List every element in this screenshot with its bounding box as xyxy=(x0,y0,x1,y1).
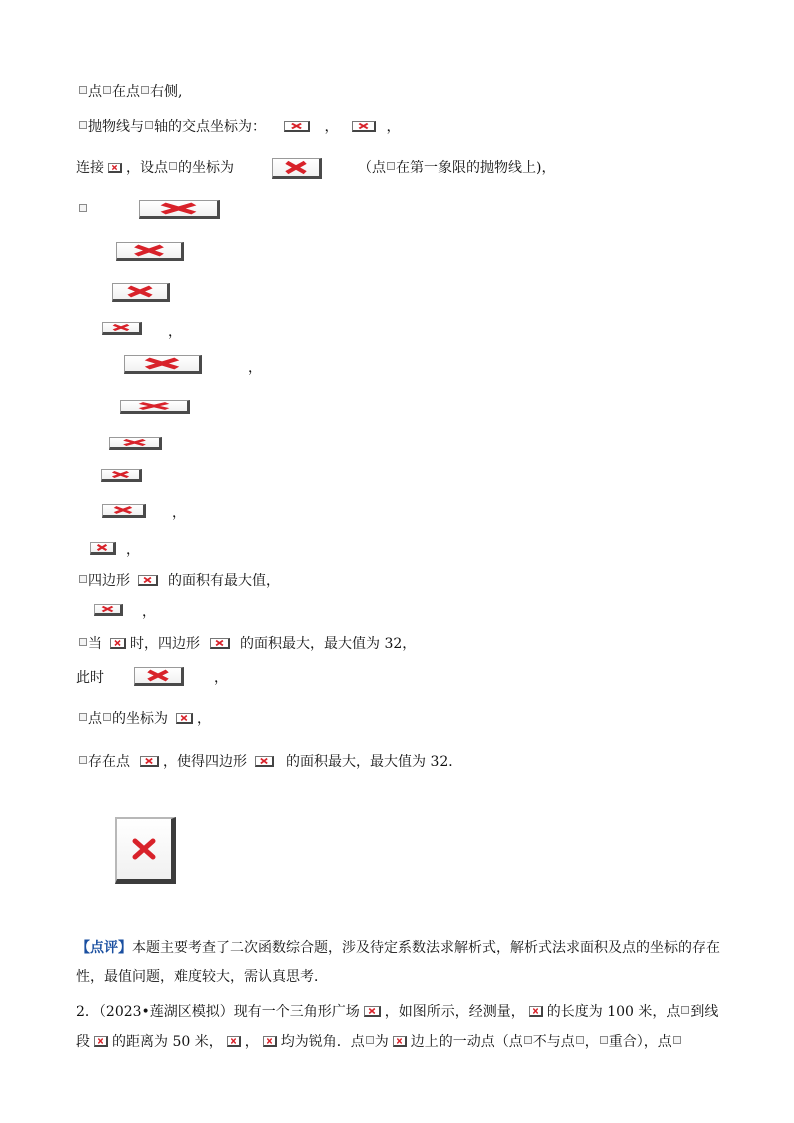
text: ， xyxy=(584,1034,599,1050)
placeholder-square-icon xyxy=(524,1036,532,1044)
line-intersection-coords xyxy=(78,117,400,137)
placeholder-square-icon xyxy=(103,713,111,721)
text: 右侧, xyxy=(150,84,183,100)
broken-image-icon xyxy=(227,1036,241,1047)
comma xyxy=(142,602,156,622)
review-text: 本题主要考查了二次函数综合题，涉及待定系数法求解析式，解析式法求面积及点的坐标的存在性，最值问题，难度较大，需认真思考． xyxy=(76,940,720,985)
text: 的面积有最大值， xyxy=(168,573,280,589)
placeholder-square-icon xyxy=(145,121,153,129)
text: 四边形 xyxy=(88,573,130,589)
text: 的坐标为 xyxy=(112,711,168,727)
text: 到线段 xyxy=(76,1004,719,1050)
text: 此时 xyxy=(76,670,104,686)
broken-image-icon xyxy=(94,604,123,616)
comma xyxy=(172,503,186,523)
broken-image-icon xyxy=(393,1036,407,1047)
text: ， xyxy=(248,360,262,376)
broken-image-icon xyxy=(263,1036,277,1047)
line-quadrilateral-max xyxy=(78,571,280,591)
text: ， xyxy=(168,324,182,340)
text: ， xyxy=(126,542,140,558)
text: ， xyxy=(172,505,186,521)
broken-image-icon xyxy=(102,504,146,518)
text: 的距离为 50 米， xyxy=(112,1034,223,1050)
broken-image-icon xyxy=(108,163,122,173)
placeholder-square-icon xyxy=(141,86,149,94)
line-therefore xyxy=(78,200,88,220)
placeholder-square-icon xyxy=(387,162,395,170)
placeholder-square-icon xyxy=(576,1036,584,1044)
broken-image-icon xyxy=(352,121,376,132)
line-first-quadrant xyxy=(358,158,555,178)
broken-image-icon xyxy=(116,242,184,261)
placeholder-square-icon xyxy=(79,86,87,94)
placeholder-square-icon xyxy=(79,121,87,129)
line-when-max xyxy=(78,634,416,654)
broken-image-icon xyxy=(124,355,202,374)
broken-image-icon xyxy=(109,437,162,450)
placeholder-square-icon xyxy=(366,1036,374,1044)
broken-image-icon xyxy=(90,542,116,555)
broken-image-icon xyxy=(115,817,176,884)
placeholder-square-icon xyxy=(681,1006,689,1014)
line-point-right-of xyxy=(78,82,182,102)
broken-image-icon xyxy=(272,158,322,179)
comma xyxy=(126,540,140,560)
placeholder-square-icon xyxy=(169,162,177,170)
text: 抛物线与 xyxy=(88,119,144,135)
text: 点 xyxy=(88,84,102,100)
broken-image-icon xyxy=(529,1006,543,1017)
problem-2 xyxy=(76,997,722,1057)
text: 在点 xyxy=(112,84,140,100)
broken-image-icon xyxy=(110,638,126,649)
text: ， xyxy=(324,119,339,135)
broken-image-icon xyxy=(176,713,193,724)
comma xyxy=(248,358,262,378)
placeholder-square-icon xyxy=(600,1036,608,1044)
broken-image-icon xyxy=(134,667,184,686)
broken-image-icon xyxy=(112,283,170,302)
text: 在第一象限的抛物线上)， xyxy=(396,160,556,176)
text: 的面积最大，最大值为 32． xyxy=(286,754,463,770)
text: ， xyxy=(214,670,228,686)
text: 轴的交点坐标为： xyxy=(154,119,266,135)
text: 边上的一动点（点 xyxy=(410,1034,523,1050)
broken-image-icon xyxy=(210,638,230,649)
line-exists-point xyxy=(78,752,462,772)
text: 的坐标为 xyxy=(178,160,234,176)
broken-image-icon xyxy=(94,1036,108,1047)
text: 存在点 xyxy=(88,754,130,770)
text: 的面积最大，最大值为 32， xyxy=(240,636,417,652)
broken-image-icon xyxy=(138,575,158,586)
text: ，使得四边形 xyxy=(163,754,247,770)
review-tag: 【点评】 xyxy=(76,940,132,956)
text: 重合），点 xyxy=(608,1034,672,1050)
placeholder-square-icon xyxy=(673,1036,681,1044)
text: ，如图所示，经测量， xyxy=(384,1004,525,1020)
line-point-coords xyxy=(78,709,211,729)
broken-image-icon xyxy=(364,1006,381,1017)
text: 不与点 xyxy=(532,1034,575,1050)
comma xyxy=(214,668,228,688)
broken-image-icon xyxy=(284,121,310,132)
placeholder-square-icon xyxy=(103,86,111,94)
text: ， xyxy=(142,604,156,620)
broken-image-icon xyxy=(101,469,142,482)
broken-image-icon xyxy=(120,400,190,414)
broken-image-icon xyxy=(102,322,142,335)
text: ， xyxy=(386,119,401,135)
text: 时，四边形 xyxy=(130,636,200,652)
placeholder-square-icon xyxy=(79,575,87,583)
comma xyxy=(168,322,182,342)
text: 点 xyxy=(88,711,102,727)
text: ， xyxy=(197,711,211,727)
text: ， xyxy=(244,1034,259,1050)
text: 2．（2023•莲湖区模拟）现有一个三角形广场 xyxy=(76,1004,360,1020)
placeholder-square-icon xyxy=(79,756,87,764)
text: ，设点 xyxy=(126,160,168,176)
text: 的长度为 100 米，点 xyxy=(546,1004,681,1020)
line-at-this-time xyxy=(76,668,104,688)
placeholder-square-icon xyxy=(79,713,87,721)
placeholder-square-icon xyxy=(79,204,87,212)
broken-image-icon xyxy=(255,756,274,767)
text: 均为锐角．点 xyxy=(280,1034,365,1050)
text: （点 xyxy=(358,160,386,176)
placeholder-square-icon xyxy=(79,638,87,646)
review-paragraph xyxy=(76,934,722,992)
line-connect-set-point xyxy=(76,158,234,178)
text: 连接 xyxy=(76,160,104,176)
broken-image-icon xyxy=(139,200,220,219)
text: 当 xyxy=(88,636,102,652)
broken-image-icon xyxy=(140,756,159,767)
text: 为 xyxy=(374,1034,389,1050)
